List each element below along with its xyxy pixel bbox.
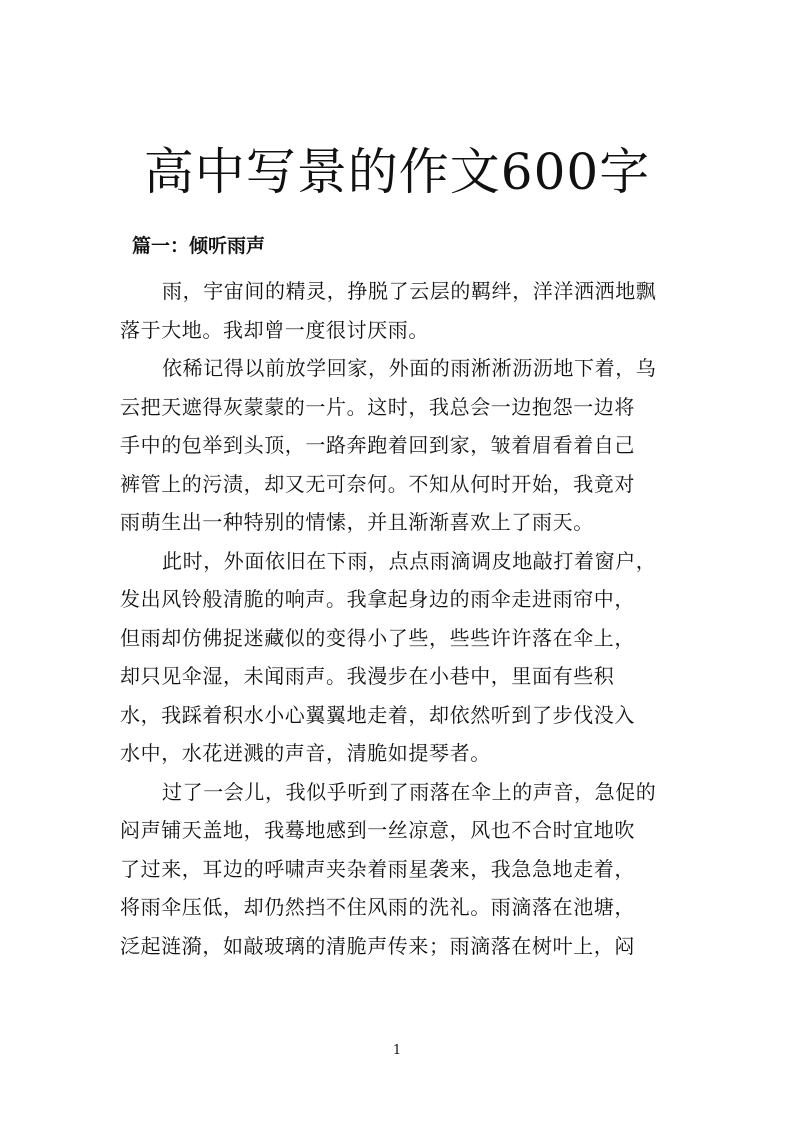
text-line: 雨，宇宙间的精灵，挣脱了云层的羁绊，洋洋洒洒地飘 bbox=[162, 279, 657, 303]
document-title: 高中写景的作文600字 bbox=[143, 143, 651, 201]
text-line: 水中，水花迸溅的声音，清脆如提琴者。 bbox=[120, 741, 491, 765]
text-line: 了过来，耳边的呼啸声夹杂着雨星袭来，我急急地走着， bbox=[120, 856, 635, 881]
text-line: 但雨却仿佛捉迷藏似的变得小了些，些些许许落在伞上， bbox=[120, 625, 635, 650]
text-line: 云把天遮得灰蒙蒙的一片。这时，我总会一边抱怨一边将 bbox=[120, 394, 635, 419]
text-line: 此时，外面依旧在下雨，点点雨滴调皮地敲打着窗户， bbox=[162, 548, 657, 573]
text-line: 手中的包举到头顶，一路奔跑着回到家，皱着眉看着自己 bbox=[120, 433, 635, 457]
text-line: 将雨伞压低，却仍然挡不住风雨的洗礼。雨滴落在池塘， bbox=[120, 895, 635, 919]
text-line: 泛起涟漪，如敲玻璃的清脆声传来；雨滴落在树叶上，闷 bbox=[120, 933, 635, 958]
section-heading: 篇一：倾听雨声 bbox=[132, 235, 266, 257]
text-line: 雨萌生出一种特别的情愫，并且渐渐喜欢上了雨天。 bbox=[120, 510, 594, 534]
text-line: 却只见伞湿，未闻雨声。我漫步在小巷中，里面有些积 bbox=[120, 664, 615, 688]
text-line: 闷声铺天盖地，我蓦地感到一丝凉意，风也不合时宜地吹 bbox=[120, 818, 635, 842]
text-line: 依稀记得以前放学回家，外面的雨淅淅沥沥地下着，乌 bbox=[162, 356, 657, 380]
text-line: 发出风铃般清脆的响声。我拿起身边的雨伞走进雨帘中， bbox=[120, 587, 635, 611]
text-line: 裤管上的污渍，却又无可奈何。不知从何时开始，我竟对 bbox=[120, 471, 635, 496]
text-line: 过了一会儿，我似乎听到了雨落在伞上的声音，急促的 bbox=[162, 779, 657, 804]
text-line: 水，我踩着积水小心翼翼地走着，却依然听到了步伐没入 bbox=[120, 702, 635, 727]
essay-body bbox=[120, 272, 685, 965]
text-line: 落于大地。我却曾一度很讨厌雨。 bbox=[120, 317, 429, 342]
page-number: 1 bbox=[392, 1043, 402, 1058]
